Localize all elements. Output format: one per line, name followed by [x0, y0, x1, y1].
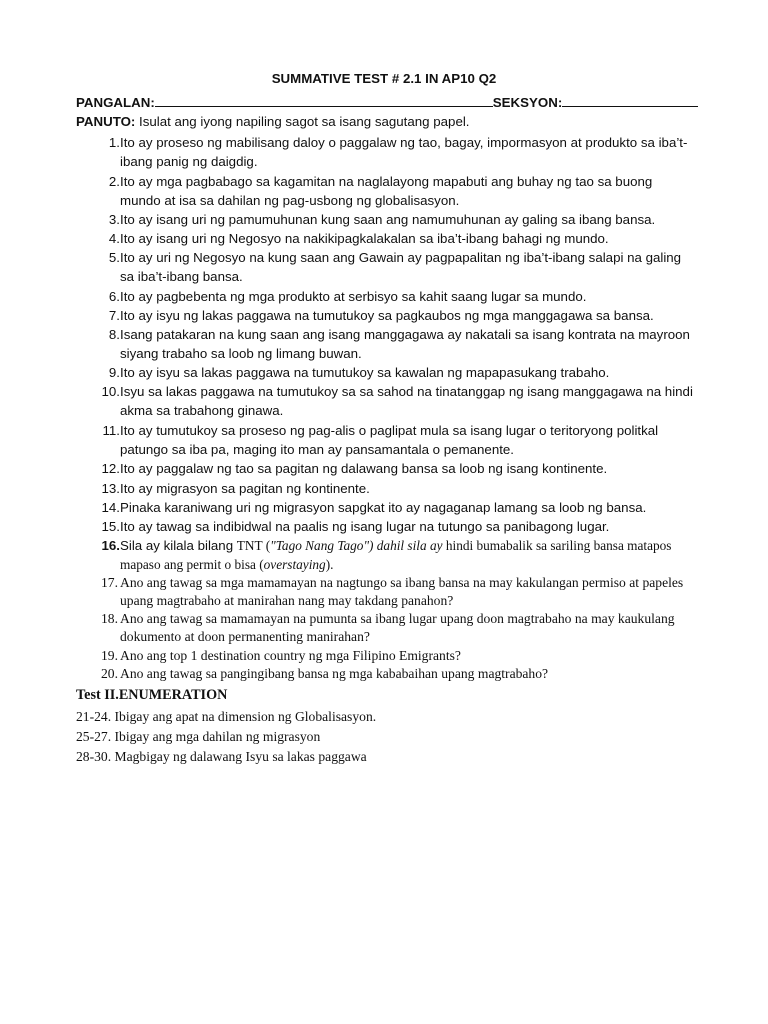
question-number: 7. [108, 308, 120, 323]
directions [76, 113, 470, 132]
question-text: Ito ay uri ng Negosyo na kung saan ang Gawain ay pagpapalitan ng iba’t-ibang salapi na galing sa iba’t-ibang bansa. [120, 250, 682, 284]
question-number: 2. [108, 174, 120, 189]
question-text: Ito ay isyu ng lakas paggawa na tumutukoy sa pagkaubos ng mga manggagawa sa bansa. [120, 308, 654, 323]
question-text: Ito ay isyu sa lakas paggawa na tumutukoy sa kawalan ng mapapasukang trabaho. [120, 365, 610, 380]
question-text: Isang patakaran na kung saan ang isang manggagawa ay nakatali sa isang kontrata na mayroon siyang trabaho sa loob ng limang buwan. [120, 327, 690, 361]
enumeration-item: 25-27. Ibigay ang mga dahilan ng migrasyon [76, 729, 321, 744]
q16-part-3: "Tago Nang Tago") dahil sila ay [270, 538, 443, 553]
question-text: Ito ay tumutukoy sa proseso ng pag-alis o paglipat mula sa isang lugar o teritoryong politkal patungo sa iba pa, maging ito man ay pansamantala o pemanente. [120, 423, 659, 457]
question-number: 12. [101, 461, 120, 476]
q16-part-6: ). [325, 556, 334, 572]
question-number: 8. [108, 327, 120, 342]
name-label: PANGALAN: [76, 95, 155, 110]
question-number: 4. [108, 231, 120, 246]
section-label: SEKSYON: [492, 95, 563, 110]
question-text: Ito ay proseso ng mabilisang daloy o paggalaw ng tao, bagay, impormasyon at produkto sa iba’t-ibang panig ng daigdig. [120, 135, 688, 169]
question-number: 10. [101, 384, 120, 399]
question-number: 16. [101, 538, 120, 553]
question-text: Ano ang top 1 destination country ng mga Filipino Emigrants? [120, 648, 461, 663]
question-text: Ito ay mga pagbabago sa kagamitan na naglalayong mapabuti ang buhay ng tao sa buong mundo at isa sa dahilan ng pag-usbong ng globalisasyon. [120, 174, 653, 208]
question-number: 19. [101, 648, 118, 663]
question-number: 18. [101, 611, 118, 626]
question-number: 13. [101, 481, 120, 496]
question-number: 5. [108, 250, 120, 265]
question-text: Isyu sa lakas paggawa na tumutukoy sa sa sahod na tinatanggap ng isang manggagawa na hindi akma sa trabahong ginawa. [120, 384, 693, 418]
question-number: 9. [108, 365, 120, 380]
name-blank[interactable] [155, 93, 493, 107]
question-text: Ito ay tawag sa indibidwal na paalis ng isang lugar na tutungo sa panibagong lugar. [120, 519, 610, 534]
q16-part-1: Sila ay kilala bilang [120, 538, 237, 553]
directions-label: PANUTO: [76, 114, 136, 129]
enumeration-item: 21-24. Ibigay ang apat na dimension ng Globalisasyon. [76, 709, 377, 724]
q16-part-5: overstaying [263, 556, 326, 572]
question-text: Ano ang tawag sa mamamayan na pumunta sa ibang lugar upang doon magtrabaho na may kaukulang dokumento at doon permanenting manirahan? [120, 611, 675, 644]
question-text: Ito ay isang uri ng Negosyo na nakikipagkalakalan sa iba’t-ibang bahagi ng mundo. [120, 231, 609, 246]
question-text: Ito ay migrasyon sa pagitan ng kontinente. [120, 481, 370, 496]
page-title: SUMMATIVE TEST # 2.1 IN AP10 Q2 [271, 71, 497, 86]
question-text: Ito ay isang uri ng pamumuhunan kung saan ang namumuhunan ay galing sa ibang bansa. [120, 212, 656, 227]
question-text: Ito ay paggalaw ng tao sa pagitan ng dalawang bansa sa loob ng isang kontinente. [120, 461, 608, 476]
question-number: 20. [101, 666, 118, 681]
test-2-heading: Test II.ENUMERATION [76, 687, 228, 703]
question-number: 14. [101, 500, 120, 515]
question-number: 15. [101, 519, 120, 534]
directions-text: Isulat ang iyong napiling sagot sa isang sagutang papel. [135, 114, 470, 129]
enumeration-item: 28-30. Magbigay ng dalawang Isyu sa lakas paggawa [76, 749, 367, 764]
section-blank[interactable] [562, 93, 698, 107]
question-number: 6. [108, 289, 120, 304]
q16-part-4: hindi bumabalik sa sariling bansa matapos mapaso ang permit o bisa ( [120, 538, 672, 572]
q16-part-2: TNT ( [236, 538, 271, 553]
question-number: 11. [102, 423, 120, 438]
name-section-line [76, 93, 698, 113]
question-text: Ano ang tawag sa pangingibang bansa ng mga kababaihan upang magtrabaho? [120, 666, 549, 681]
question-number: 17. [101, 575, 118, 590]
question-text: Ano ang tawag sa mga mamamayan na nagtungo sa ibang bansa na may kakulangan permiso at papeles upang magtrabaho at manirahan nang may takdang panahon? [120, 575, 684, 608]
question-text [120, 537, 695, 574]
question-number: 1. [108, 135, 120, 150]
question-number: 3. [108, 212, 120, 227]
question-text: Pinaka karaniwang uri ng migrasyon sapgkat ito ay nagaganap lamang sa loob ng bansa. [120, 500, 647, 515]
question-text: Ito ay pagbebenta ng mga produkto at serbisyo sa kahit saang lugar sa mundo. [120, 289, 587, 304]
